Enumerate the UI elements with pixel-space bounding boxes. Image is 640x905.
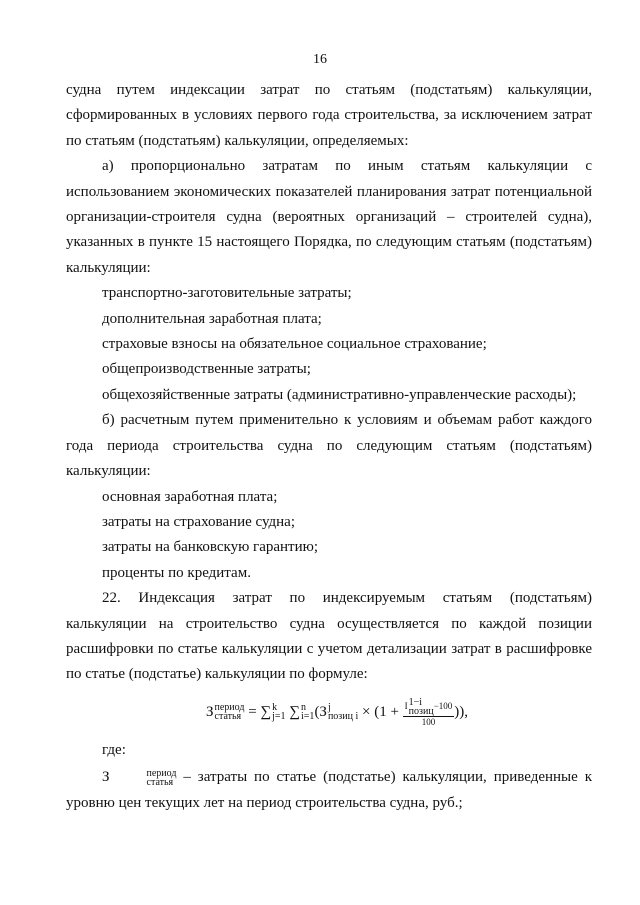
item-b-paragraph: б) расчетным путем применительно к условиям и объемам работ каждого года периода строительства судна по следующим статьям (подстатьям) калькуляции: (66, 412, 592, 480)
formula-frac-num-tail: −100 (433, 700, 453, 711)
list-a-item-1: транспортно-заготовительные затраты; (102, 285, 352, 302)
formula-sum-2-sup: n (301, 702, 307, 714)
def-sup: период (146, 767, 177, 779)
list-a-item-4: общепроизводственные затраты; (102, 361, 311, 378)
list-a-item-3: страховые взносы на обязательное социальное страхование; (102, 336, 487, 353)
document-body (66, 78, 592, 816)
formula-sum-2: ∑ (289, 703, 301, 720)
formula-times: × (1 + (358, 703, 403, 720)
list-b-item-4: проценты по кредитам. (102, 564, 251, 581)
formula-paren-open: (З (314, 703, 327, 720)
formula-equals: = (248, 703, 257, 720)
indexation-formula (66, 694, 592, 730)
intro-line-1: судна путем индексации затрат по статьям (подстатьям) калькуляции, (66, 82, 592, 98)
def-sub: статья (146, 776, 174, 788)
list-a-item-5: общехозяйственные затраты (административно-управленческие расходы); (102, 386, 577, 403)
list-a-item-2: дополнительная заработная плата; (102, 310, 322, 327)
page-number: 16 (313, 52, 327, 67)
list-b-item-2: затраты на страхование судна; (102, 513, 296, 530)
item-a-paragraph: а) пропорционально затратам по иным статьям калькуляции с использованием экономических показателей планирования затрат потенциальной организации-строителя судна (вероятных организаций – строителей судна), указанных в пункте 15 настоящего Порядка, по следующим статьям (подстатьям) калькуляции: (66, 158, 592, 276)
list-b-item-3: затраты на банковскую гарантию; (102, 539, 318, 556)
def-symbol: З (102, 769, 110, 786)
intro-line-3: по статьям (подстатьям) калькуляции, определяемых: (66, 132, 409, 149)
formula-sum-1-sup: k (272, 702, 278, 714)
def-text: – затраты по статье (подстатье) калькуляции, приведенные к уровню цен текущих лет на период строительства судна, руб.; (66, 769, 592, 811)
intro-line-2: сформированных в условиях первого года строительства, за исключением затрат (66, 107, 592, 124)
formula-sum-2-sub: i=1 (301, 711, 315, 723)
formula-frac-num-sub: позиц (408, 705, 434, 717)
formula-z-sub: позиц i (327, 711, 359, 723)
formula-fraction (403, 698, 455, 727)
formula-sum-1-sub: j=1 (272, 711, 286, 723)
definition-paragraph (66, 765, 592, 816)
formula-sum-1: ∑ (260, 703, 272, 720)
formula-frac-num-sup: 1−i (408, 696, 423, 708)
formula-lhs-symbol: З (206, 703, 214, 720)
paragraph-22: 22. Индексация затрат по индексируемым статьям (подстатьям) калькуляции на строительство судна осуществляется по каждой позиции расшифровки по статье калькуляции с учетом детализации затрат в расшифровке по статье (подстатье) калькуляции по формуле: (66, 590, 592, 683)
formula-close: )), (454, 703, 469, 720)
formula-frac-den: 100 (421, 716, 436, 727)
where-label: где: (102, 741, 126, 758)
formula-lhs-sub: статья (214, 711, 242, 723)
list-b-item-1: основная заработная плата; (102, 488, 278, 505)
formula-z-sup: j (327, 702, 331, 714)
formula-lhs-sup: период (214, 702, 245, 714)
formula-frac-num: I (404, 700, 408, 711)
